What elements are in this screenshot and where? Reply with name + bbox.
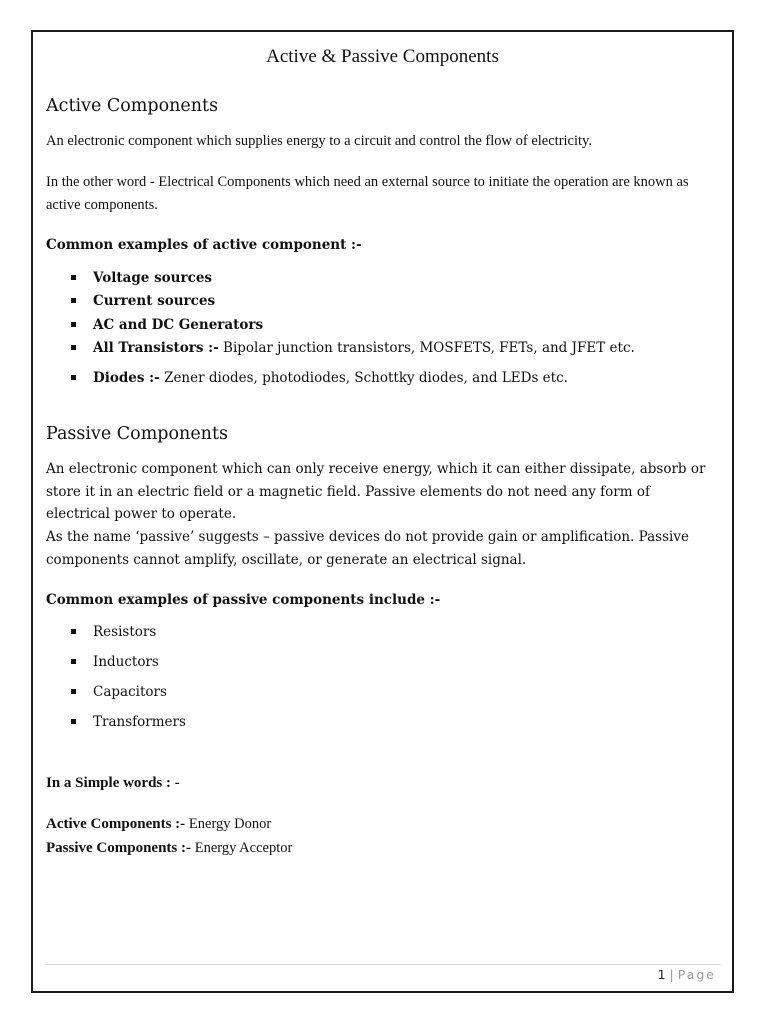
summary-active-label: Active Components :-: [46, 816, 186, 832]
passive-heading: Passive Components: [46, 424, 228, 444]
summary-passive-label: Passive Components :-: [46, 840, 191, 856]
footer-page-label: Page: [677, 967, 716, 982]
active-para-2: In the other word - Electrical Components which need an external source to initiate the operation are known as active components.: [46, 174, 689, 213]
list-item-detail: Bipolar junction transistors, MOSFETS, FETs, and JFET etc.: [223, 340, 635, 356]
list-item-label: Voltage sources: [93, 270, 213, 286]
bullet-icon: [71, 298, 76, 303]
list-item-label: Resistors: [93, 624, 157, 640]
list-item-detail: Zener diodes, photodiodes, Schottky diodes, and LEDs etc.: [164, 370, 568, 386]
bullet-icon: [71, 689, 76, 694]
footer-divider: [45, 964, 721, 965]
footer-separator: |: [669, 967, 674, 982]
summary-passive-row: [46, 840, 292, 857]
summary-passive-value: Energy Acceptor: [194, 840, 293, 856]
list-item-label: Current sources: [93, 293, 216, 309]
bullet-icon: [71, 719, 76, 724]
list-item-label: Transformers: [93, 714, 186, 730]
page-number: 1: [657, 967, 666, 982]
list-item-label: Capacitors: [93, 684, 167, 700]
passive-para-1: An electronic component which can only receive energy, which it can either dissipate, absorb or store it in an electric field or a magnetic field. Passive elements do not need any form of electrical power to operate.: [46, 461, 706, 522]
list-item-label: Diodes :-: [93, 370, 160, 386]
bullet-icon: [71, 629, 76, 634]
active-para-1: An electronic component which supplies energy to a circuit and control the flow of electricity.: [46, 133, 592, 149]
bullet-icon: [71, 275, 76, 280]
bullet-icon: [71, 345, 76, 350]
passive-examples-heading: Common examples of passive components include :-: [46, 592, 441, 608]
summary-active-row: [46, 816, 271, 833]
list-item-label: AC and DC Generators: [93, 317, 264, 333]
active-heading: Active Components: [46, 96, 219, 116]
document-title: Active & Passive Components: [266, 46, 499, 67]
list-item-label: Inductors: [93, 654, 159, 670]
summary-heading: In a Simple words : -: [46, 775, 180, 791]
active-examples-heading: Common examples of active component :-: [46, 237, 362, 253]
list-item-label: All Transistors :-: [93, 340, 219, 356]
page-footer: [658, 967, 716, 982]
bullet-icon: [71, 322, 76, 327]
passive-para-2: As the name ‘passive’ suggests – passive devices do not provide gain or amplification. Passive components cannot amplify, oscillate, or generate an electrical signal.: [46, 529, 689, 568]
bullet-icon: [71, 375, 76, 380]
document-page: [31, 30, 734, 993]
bullet-icon: [71, 659, 76, 664]
summary-active-value: Energy Donor: [188, 816, 272, 832]
